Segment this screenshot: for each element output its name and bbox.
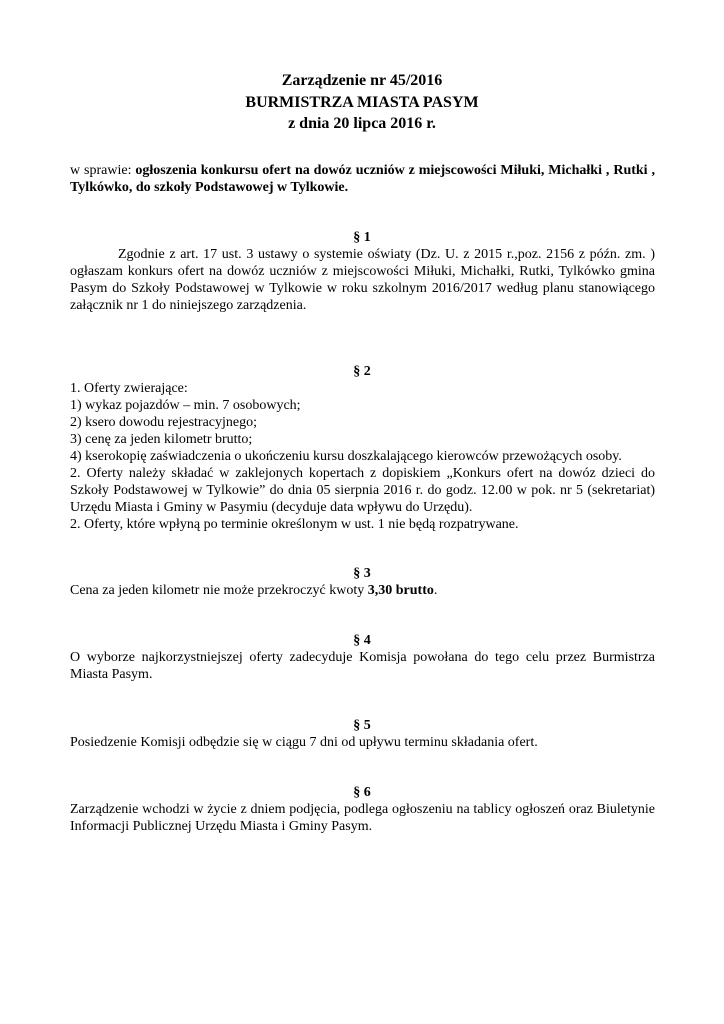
- section-5-text: Posiedzenie Komisji odbędzie się w ciągu 7 dni od upływu terminu składania ofert.: [70, 735, 538, 750]
- section-3-amount: 3,30 brutto: [367, 583, 434, 598]
- section-6-text: Zarządzenie wchodzi w życie z dniem podjęcia, podlega ogłoszeniu na tablicy ogłoszeń oraz Biuletynie Informacji Publicznej Urzędu Miasta i Gminy Pasym.: [70, 802, 655, 834]
- section-2-line: 1) wykaz pojazdów – min. 7 osobowych;: [70, 398, 301, 413]
- section-2-line: 4) kserokopię zaświadczenia o ukończeniu kursu doszkalającego kierowców przewożących osoby.: [70, 449, 622, 464]
- section-4-heading: § 4: [353, 633, 371, 648]
- title-line-2: BURMISTRZA MIASTA PASYM: [245, 93, 479, 111]
- subject-paragraph: [70, 162, 655, 196]
- section-2-line: 1. Oferty zwierające:: [70, 381, 188, 396]
- subject-prefix: w sprawie:: [70, 163, 136, 178]
- section-3-suffix: .: [433, 583, 438, 598]
- title-line-3: z dnia 20 lipca 2016 r.: [288, 115, 436, 132]
- section-3-body: Cena za jeden kilometr nie może przekroczyć kwoty: [70, 583, 368, 598]
- section-3-heading: § 3: [353, 566, 371, 581]
- section-4-text: O wyborze najkorzystniejszej oferty zadecyduje Komisja powołana do tego celu przez Burmistrza Miasta Pasym.: [70, 650, 655, 682]
- section-3-text: [70, 582, 655, 599]
- section-2-point-2: 2. Oferty należy składać w zaklejonych kopertach z dopiskiem „Konkurs ofert na dowóz dzieci do Szkoły Podstawowej w Tylkowie” do dnia 05 sierpnia 2016 r. do godz. 12.00 w pok. nr 5 (sekretariat) Urzędu Miasta i Gminy w Pasymiu (decyduje data wpływu do Urzędu).: [70, 466, 655, 515]
- section-2-line: 3) cenę za jeden kilometr brutto;: [70, 432, 253, 447]
- section-1-heading: § 1: [353, 230, 371, 245]
- section-2-line: 2) ksero dowodu rejestracyjnego;: [70, 415, 257, 430]
- section-5-heading: § 5: [353, 718, 371, 733]
- section-2-list: [70, 380, 655, 533]
- section-2-heading: § 2: [353, 364, 371, 379]
- title-line-1: Zarządzenie nr 45/2016: [281, 72, 443, 89]
- section-1-text: Zgodnie z art. 17 ust. 3 ustawy o systemie oświaty (Dz. U. z 2015 r.,poz. 2156 z późn. zm. ) ogłaszam konkurs ofert na dowóz uczniów z miejscowości Miłuki, Michałki, Rutki, Tylkówko gmina Pasym do Szkoły Podstawowej w Tylkowie w roku szkolnym 2016/2017 według planu stanowiącego załącznik nr 1 do niniejszego zarządzenia.: [70, 247, 655, 313]
- subject-text: ogłoszenia konkursu ofert na dowóz uczniów z miejscowości Miłuki, Michałki , Rutki , Tylkówko, do szkoły Podstawowej w Tylkowie.: [70, 163, 655, 195]
- section-2-point-3: 2. Oferty, które wpłyną po terminie określonym w ust. 1 nie będą rozpatrywane.: [70, 517, 519, 532]
- document-title: [0, 70, 724, 135]
- section-6-heading: § 6: [353, 785, 371, 800]
